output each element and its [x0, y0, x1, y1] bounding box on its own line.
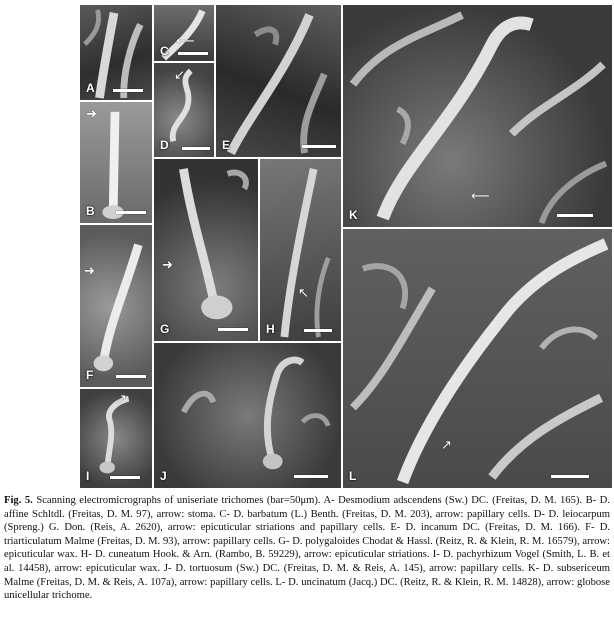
- panel-c: [153, 4, 215, 62]
- panel-label-i: I: [86, 469, 90, 483]
- panel-l: [342, 228, 613, 489]
- arrow-k: ⟵: [471, 189, 490, 204]
- panel-d: [153, 62, 215, 158]
- arrow-f: ➜: [84, 264, 95, 279]
- panel-label-c: C: [160, 44, 169, 58]
- arrow-d: ↙: [174, 68, 185, 83]
- arrow-c: ⟵: [176, 34, 195, 49]
- micrograph-figure: [79, 4, 613, 489]
- arrow-l: ↗: [441, 438, 452, 453]
- panel-label-f: F: [86, 368, 94, 382]
- panel-a: [79, 4, 153, 101]
- panel-label-b: B: [86, 204, 95, 218]
- panel-j: [153, 342, 342, 489]
- figure-caption: [4, 494, 610, 603]
- panel-i: [79, 388, 153, 489]
- panel-k: [342, 4, 613, 228]
- arrow-i: ↗: [116, 392, 127, 407]
- panel-label-e: E: [222, 138, 231, 152]
- panel-label-d: D: [160, 138, 169, 152]
- panel-e: [215, 4, 342, 158]
- arrow-b: ➜: [86, 107, 97, 122]
- panel-f: [79, 224, 153, 388]
- arrow-h: ↖: [298, 286, 309, 301]
- panel-label-k: K: [349, 208, 358, 222]
- panel-label-g: G: [160, 322, 170, 336]
- panel-b: [79, 101, 153, 224]
- caption-text: Scanning electromicrographs of uniseriate trichomes (bar=50μm). A- Desmodium adscendens (Sw.) DC. (Freitas, D. M. 165). B- D. affine Schltdl. (Freitas, D. M. 97), arrow: stoma. C- D. barbatum (L.) Benth. (Freitas, D. M. 203), arrow: papillary cells. D- D. leiocarpum (Spreng.) G. Don. (Reis, A. 2620), arrow: epicuticular striations and papillary cells. E- D. incanum DC. (Freitas, D. M. 166). F- D. triarticulatum Malme (Freitas, D. M. 93), arrow: papillary cells. G- D. polygaloides Chodat & Hassl. (Reitz, R. & Klein, R. M. 16579), arrow: epicuticular wax. H- D. cuneatum Hook. & Arn. (Rambo, B. 59229), arrow: epicuticular striations. I- D. pachyrhizum Vogel (Smith, L. B. et al. 14458), arrow: epicuticular wax. J- D. tortuosum (Sw.) DC. (Freitas, D. M. & Reis, A. 145), arrow: papillary cells. K- D. subsericeum Malme (Freitas, D. M. & Reis, A. 107a), arrow: papillary cells. L- D. uncinatum (Jacq.) DC. (Reitz, R. & Klein, R. M. 14828), arrow: globose unicellular trichome.: [4, 495, 610, 602]
- panel-label-l: L: [349, 469, 357, 483]
- arrow-g: ➜: [162, 258, 173, 273]
- panel-g: [153, 158, 259, 342]
- panel-label-h: H: [266, 322, 275, 336]
- panel-label-j: J: [160, 469, 167, 483]
- figure-number: Fig. 5.: [4, 495, 33, 506]
- panel-label-a: A: [86, 81, 95, 95]
- panel-h: [259, 158, 342, 342]
